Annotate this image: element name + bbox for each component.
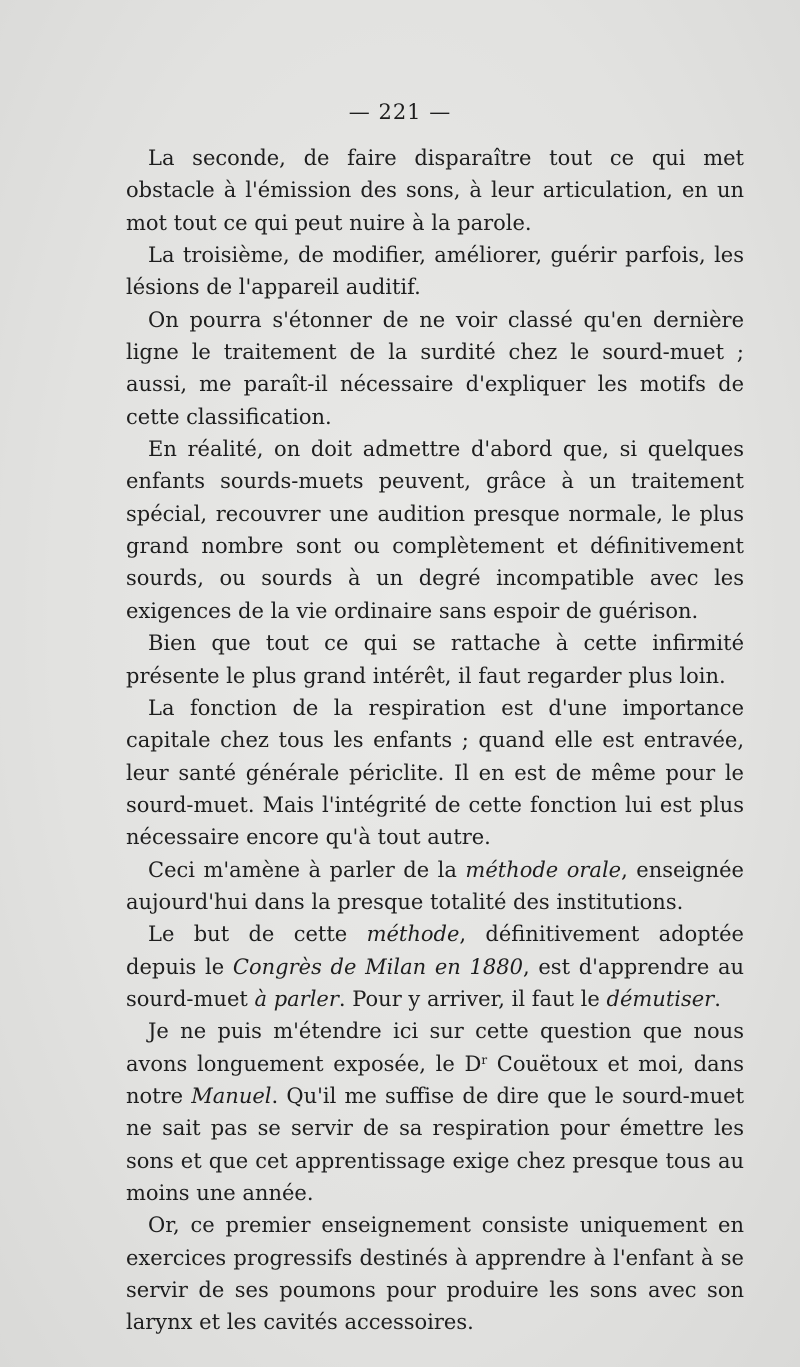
superscript-text: r [481,1052,488,1067]
text-run: On pourra s'étonner de ne voir classé qu'en dernière ligne le traitement de la surdité chez le sourd-muet ; aussi, me paraît-il nécessaire d'expliquer les motifs de cette classification. [126,307,744,429]
italic-text: Manuel [191,1083,272,1108]
italic-text: à parler [254,986,339,1011]
paragraph [126,1015,744,1209]
text-run: Ceci m'amène à parler de la [148,857,466,882]
text-run: En réalité, on doit admettre d'abord que, si quelques enfants sourds-muets peuvent, grâce à un traitement spécial, recouvrer une audition presque normale, le plus grand nombre sont ou complètement et définitivement sourds, ou sourds à un degré incompatible avec les exigences de la vie ordinaire sans espoir de guérison. [126,437,744,623]
text-run: , définitivement adoptée depuis le [126,922,744,979]
text-run: . [714,986,721,1011]
text-run: . Qu'il me suffise de dire que le sourd-muet ne sait pas se servir de sa respiration pour émettre les sons et que cet apprentissage exige chez presque tous au moins une année. [126,1083,745,1205]
italic-text: Congrès de Milan en 1880 [232,954,523,979]
text-run: Je ne puis m'étendre ici sur cette question que nous avons longuement exposée, le D [126,1019,744,1076]
italic-text: démutiser [606,986,715,1011]
paragraph [126,692,744,854]
paragraph [126,142,744,239]
text-run: La troisième, de modifier, améliorer, guérir parfois, les lésions de l'appareil auditif. [126,243,744,300]
paragraph [126,854,744,919]
paragraph [126,918,744,1015]
italic-text: méthode [366,922,460,947]
italic-text: méthode orale [465,857,622,882]
page-body-text [126,142,744,1339]
text-run: La fonction de la respiration est d'une importance capitale chez tous les enfants ; quand elle est entravée, leur santé générale périclite. Il en est de même pour le sourd-muet. Mais l'intégrité de cette fonction lui est plus nécessaire encore qu'à tout autre. [126,695,744,850]
text-run: Or, ce premier enseignement consiste uniquement en exercices progressifs destinés à apprendre à l'enfant à se servir de ses poumons pour produire les sons avec son larynx et les cavités accessoires. [126,1213,744,1335]
paragraph [126,433,744,627]
text-run: Le but de cette [148,922,367,947]
paragraph [126,1209,744,1338]
paragraph [126,239,744,304]
text-run: Couëtoux et moi, dans notre [126,1051,744,1108]
paragraph [126,627,744,692]
text-run: , est d'apprendre au sourd-muet [126,954,745,1011]
page-number: — 221 — [348,100,452,124]
text-run: Bien que tout ce qui se rattache à cette infirmité présente le plus grand intérêt, il faut regarder plus loin. [126,631,744,688]
paragraph [126,304,744,433]
text-run: , enseignée aujourd'hui dans la presque totalité des institutions. [126,857,744,914]
text-run: . Pour y arriver, il faut le [338,986,607,1011]
text-run: La seconde, de faire disparaître tout ce qui met obstacle à l'émission des sons, à leur articulation, en un mot tout ce qui peut nuire à la parole. [126,146,744,235]
